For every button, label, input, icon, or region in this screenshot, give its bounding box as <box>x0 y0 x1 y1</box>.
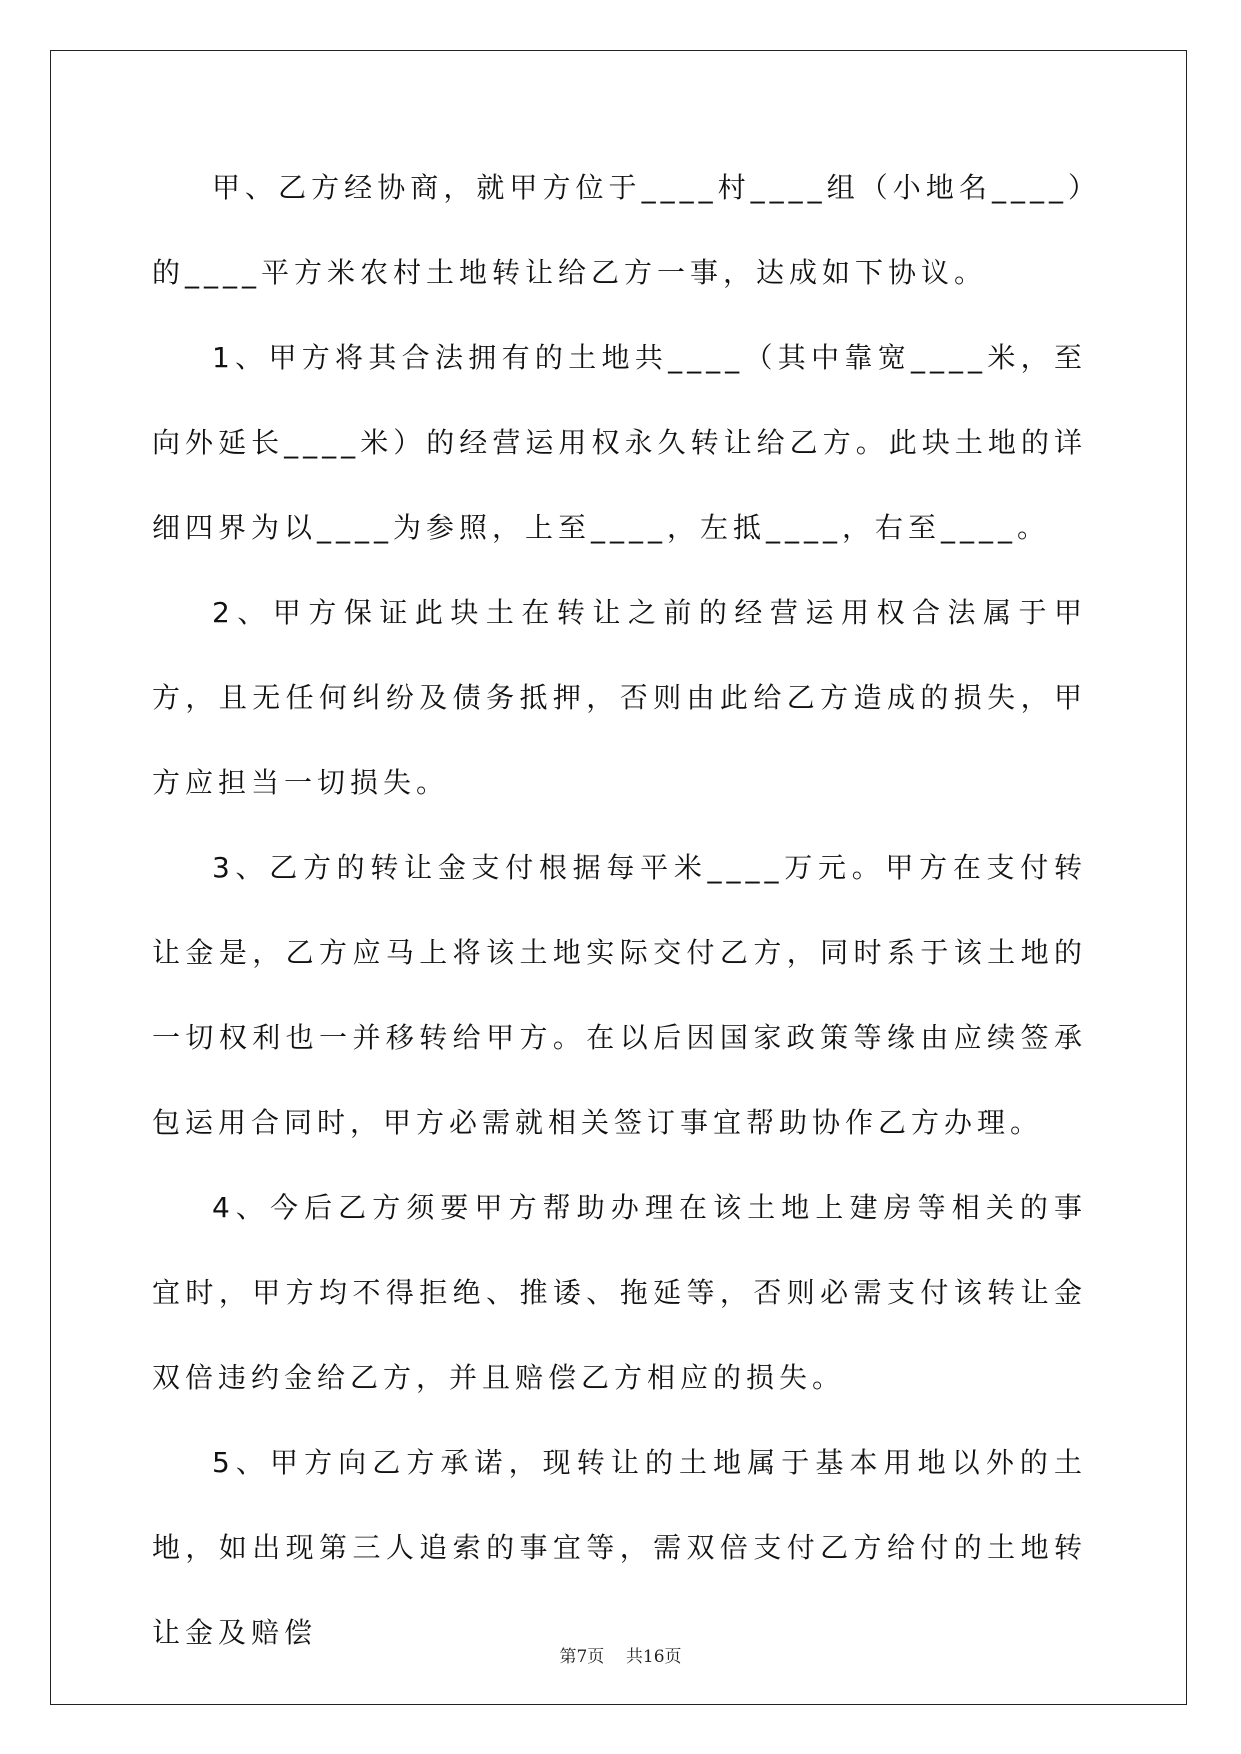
page-number-footer: 第7页 共16页 <box>559 1647 682 1667</box>
paragraph-clause-4: 4、今后乙方须要甲方帮助办理在该土地上建房等相关的事宜时，甲方均不得拒绝、推诿、拖延等，否则必需支付该转让金双倍违约金给乙方，并且赔偿乙方相应的损失。 <box>152 1191 1087 1394</box>
paragraph-clause-2: 2、甲方保证此块土在转让之前的经营运用权合法属于甲方，且无任何纠纷及债务抵押，否则由此给乙方造成的损失，甲方应担当一切损失。 <box>152 596 1087 799</box>
paragraph-intro: 甲、乙方经协商，就甲方位于____村____组（小地名____）的____平方米农村土地转让给乙方一事，达成如下协议。 <box>152 171 1087 289</box>
paragraph-clause-3: 3、乙方的转让金支付根据每平米____万元。甲方在支付转让金是，乙方应马上将该土地实际交付乙方，同时系于该土地的一切权利也一并移转给甲方。在以后因国家政策等缘由应续签承包运用合同时，甲方必需就相关签订事宜帮助协作乙方办理。 <box>152 851 1087 1139</box>
paragraph-clause-1: 1、甲方将其合法拥有的土地共____（其中靠宽____米，至向外延长____米）的经营运用权永久转让给乙方。此块土地的详细四界为以____为参照，上至____，左抵____，右至____。 <box>152 341 1087 544</box>
document-body <box>152 165 1087 1675</box>
paragraph-clause-5: 5、甲方向乙方承诺，现转让的土地属于基本用地以外的土地，如出现第三人追索的事宜等，需双倍支付乙方给付的土地转让金及赔偿 <box>152 1446 1087 1649</box>
